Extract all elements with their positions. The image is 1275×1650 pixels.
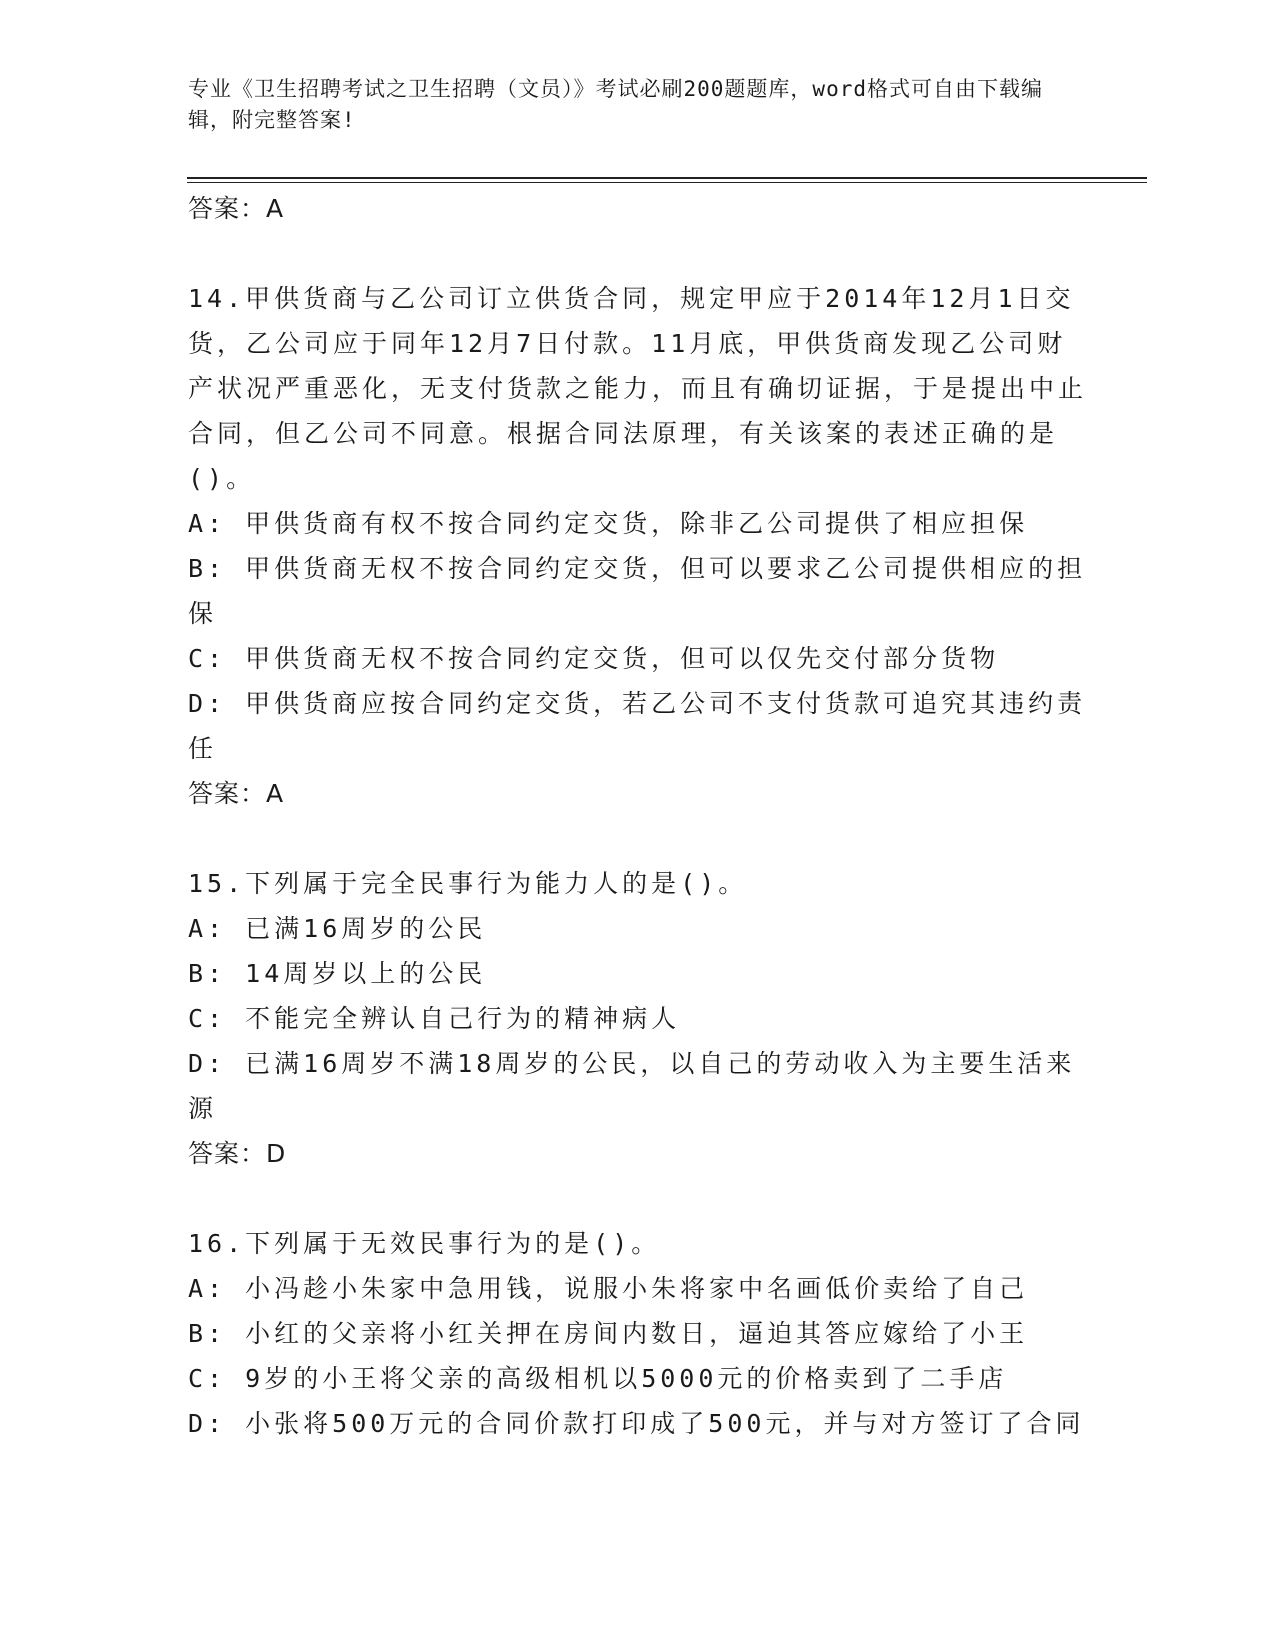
question-15 — [188, 861, 1088, 1176]
answer-previous: 答案：A — [188, 194, 285, 223]
question-stem: 15.下列属于完全民事行为能力人的是()。 — [188, 869, 748, 898]
option-a: A: 已满16周岁的公民 — [188, 914, 487, 943]
option-b: B: 14周岁以上的公民 — [188, 959, 487, 988]
option-c: C: 不能完全辨认自己行为的精神病人 — [188, 1004, 681, 1033]
question-stem: 16.下列属于无效民事行为的是()。 — [188, 1229, 661, 1258]
option-a: A: 甲供货商有权不按合同约定交货，除非乙公司提供了相应担保 — [188, 509, 1029, 538]
option-d: D: 已满16周岁不满18周岁的公民，以自己的劳动收入为主要生活来源 — [188, 1049, 1076, 1123]
header-divider-thin — [187, 182, 1147, 183]
spacer — [188, 816, 1088, 861]
option-d: D: 小张将500万元的合同价款打印成了500元，并与对方签订了合同 — [188, 1409, 1085, 1438]
document-header: 专业《卫生招聘考试之卫生招聘（文员）》考试必刷200题题库，word格式可自由下载编辑，附完整答案! — [188, 77, 1043, 132]
option-b: B: 甲供货商无权不按合同约定交货，但可以要求乙公司提供相应的担保 — [188, 554, 1087, 628]
option-c: C: 甲供货商无权不按合同约定交货，但可以仅先交付部分货物 — [188, 644, 1000, 673]
spacer — [188, 1176, 1088, 1221]
option-d: D: 甲供货商应按合同约定交货，若乙公司不支付货款可追究其违约责任 — [188, 689, 1087, 763]
question-16 — [188, 1221, 1088, 1446]
spacer — [188, 231, 1088, 276]
question-stem: 14.甲供货商与乙公司订立供货合同，规定甲应于2014年12月1日交货，乙公司应于同年12月7日付款。11月底，甲供货商发现乙公司财产状况严重恶化，无支付货款之能力，而且有确切证据，于是提出中止合同，但乙公司不同意。根据合同法原理，有关该案的表述正确的是()。 — [188, 284, 1088, 493]
answer-14: 答案：A — [188, 779, 285, 808]
document-body — [188, 186, 1088, 1446]
answer-15: 答案：D — [188, 1139, 287, 1168]
question-14 — [188, 276, 1088, 816]
option-b: B: 小红的父亲将小红关押在房间内数日，逼迫其答应嫁给了小王 — [188, 1319, 1029, 1348]
option-c: C: 9岁的小王将父亲的高级相机以5000元的价格卖到了二手店 — [188, 1364, 1008, 1393]
option-a: A: 小冯趁小朱家中急用钱，说服小朱将家中名画低价卖给了自己 — [188, 1274, 1029, 1303]
header-divider-thick — [187, 177, 1147, 179]
